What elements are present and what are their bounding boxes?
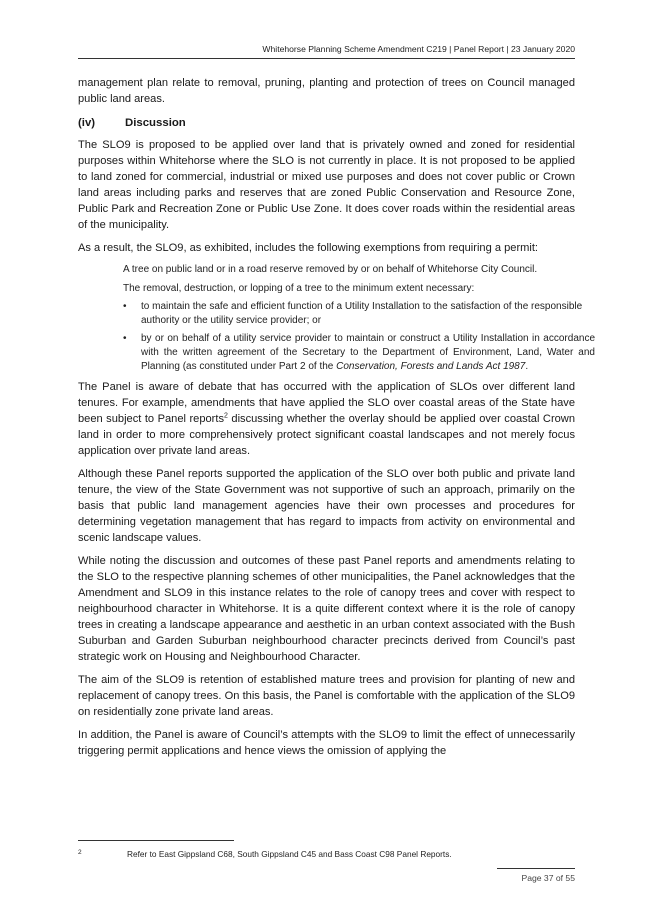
footnote-divider — [78, 840, 234, 841]
paragraph-permit-triggers: In addition, the Panel is aware of Council’s attempts with the SLO9 to limit the effect of unnecessarily triggering permit applications and hence views the omission of applying the — [78, 729, 575, 758]
running-header: Whitehorse Planning Scheme Amendment C219 | Panel Report | 23 January 2020 — [262, 44, 575, 54]
section-heading-title: Discussion — [125, 117, 186, 129]
quote-bullet-end: . — [525, 360, 529, 372]
paragraph-continued: management plan relate to removal, pruning, planting and protection of trees on Council managed public land areas. — [78, 77, 575, 105]
paragraph-text: discussing whether the overlay should be applied over coastal Crown land in order to more comprehensively protect significant coastal landscapes and not merely focus application over private land areas. — [78, 413, 575, 458]
quote-bullet-item — [123, 332, 595, 373]
main-content — [78, 75, 595, 766]
paragraph-slo9-aim: The aim of the SLO9 is retention of established mature trees and provision for planting of new and replacement of canopy trees. On this basis, the Panel is comfortable with the application of the SLO9 on residentially zone private land areas. — [78, 674, 575, 719]
paragraph-state-government-view: Although these Panel reports supported the application of the SLO over both public and private land tenure, the view of the State Government was not supportive of such an approach, primarily on the basis that public land management agencies have their own processes and procedures for determining vegetation management that has regard to impacts from activity on environmental and scenic landscape values. — [78, 468, 575, 545]
paragraph-exemptions-intro: As a result, the SLO9, as exhibited, includes the following exemptions from requiring a permit: — [78, 242, 539, 254]
footnote — [78, 849, 452, 859]
quote-exemption-public-land: A tree on public land or in a road reserve removed by or on behalf of Whitehorse City Council. — [123, 264, 538, 275]
paragraph-text: The Panel is aware of debate that has occurred with the application of SLOs over different land tenures. For example, amendments that have applied the SLO over coastal areas of the State have been subject to Panel reports — [78, 381, 575, 426]
bullet-icon: • — [123, 333, 127, 345]
section-heading — [78, 115, 575, 131]
header-divider — [78, 58, 575, 59]
paragraph-neighbourhood-character: While noting the discussion and outcomes of these past Panel reports and amendments relating to the SLO to the respective planning schemes of other municipalities, the Panel acknowledges that the Amendment and SLO9 in this instance relates to the role of canopy trees and cover with respect to neighbourhood character in Whitehorse. It is a quite different context where it is the role of canopy trees in creating a landscape appearance and aesthetic in an urban context associated with the Bush Suburban and Garden Suburban neighbourhood character precincts derived from Council’s past strategic work on Housing and Neighbourhood Character. — [78, 555, 575, 664]
paragraph-slo9-application: The SLO9 is proposed to be applied over land that is privately owned and zoned for residential purposes within Whitehorse where the SLO is not currently in place. It is not proposed to be applied to land zoned for commercial, industrial or mixed use purposes and does not cover public or Crown land areas including parks and reserves that are zoned Public Conservation and Resource Zone, Public Park and Recreation Zone or Public Use Zone. It does cover roads within the residential areas of the municipality. — [78, 139, 575, 231]
quote-exemption-removal: The removal, destruction, or lopping of a tree to the minimum extent necessary: — [123, 282, 475, 294]
quote-bullet-list — [123, 300, 595, 373]
section-heading-number: (iv) — [78, 117, 96, 129]
exemptions-quote — [123, 263, 595, 373]
paragraph-land-tenure-debate — [78, 379, 575, 459]
page-number: Page 37 of 55 — [521, 873, 575, 883]
quote-bullet-text: by or on behalf of a utility service provider to maintain or construct a Utility Installation in accordance with the written agreement of the Secretary to the Department of Environment, Land, Water and Planning (as constituted under Part 2 of the — [141, 333, 595, 372]
footnote-number: 2 — [78, 849, 82, 856]
quote-bullet-text: to maintain the safe and efficient function of a Utility Installation to the satisfaction of the responsible authority or the utility service provider; or — [141, 301, 583, 326]
quote-bullet-item — [123, 300, 595, 327]
footnote-reference[interactable]: 2 — [224, 412, 228, 420]
page-number-divider — [497, 868, 575, 869]
bullet-icon: • — [123, 301, 127, 313]
act-name-italic: Conservation, Forests and Lands Act 1987 — [336, 360, 526, 372]
footnote-text: Refer to East Gippsland C68, South Gippsland C45 and Bass Coast C98 Panel Reports. — [127, 849, 452, 859]
